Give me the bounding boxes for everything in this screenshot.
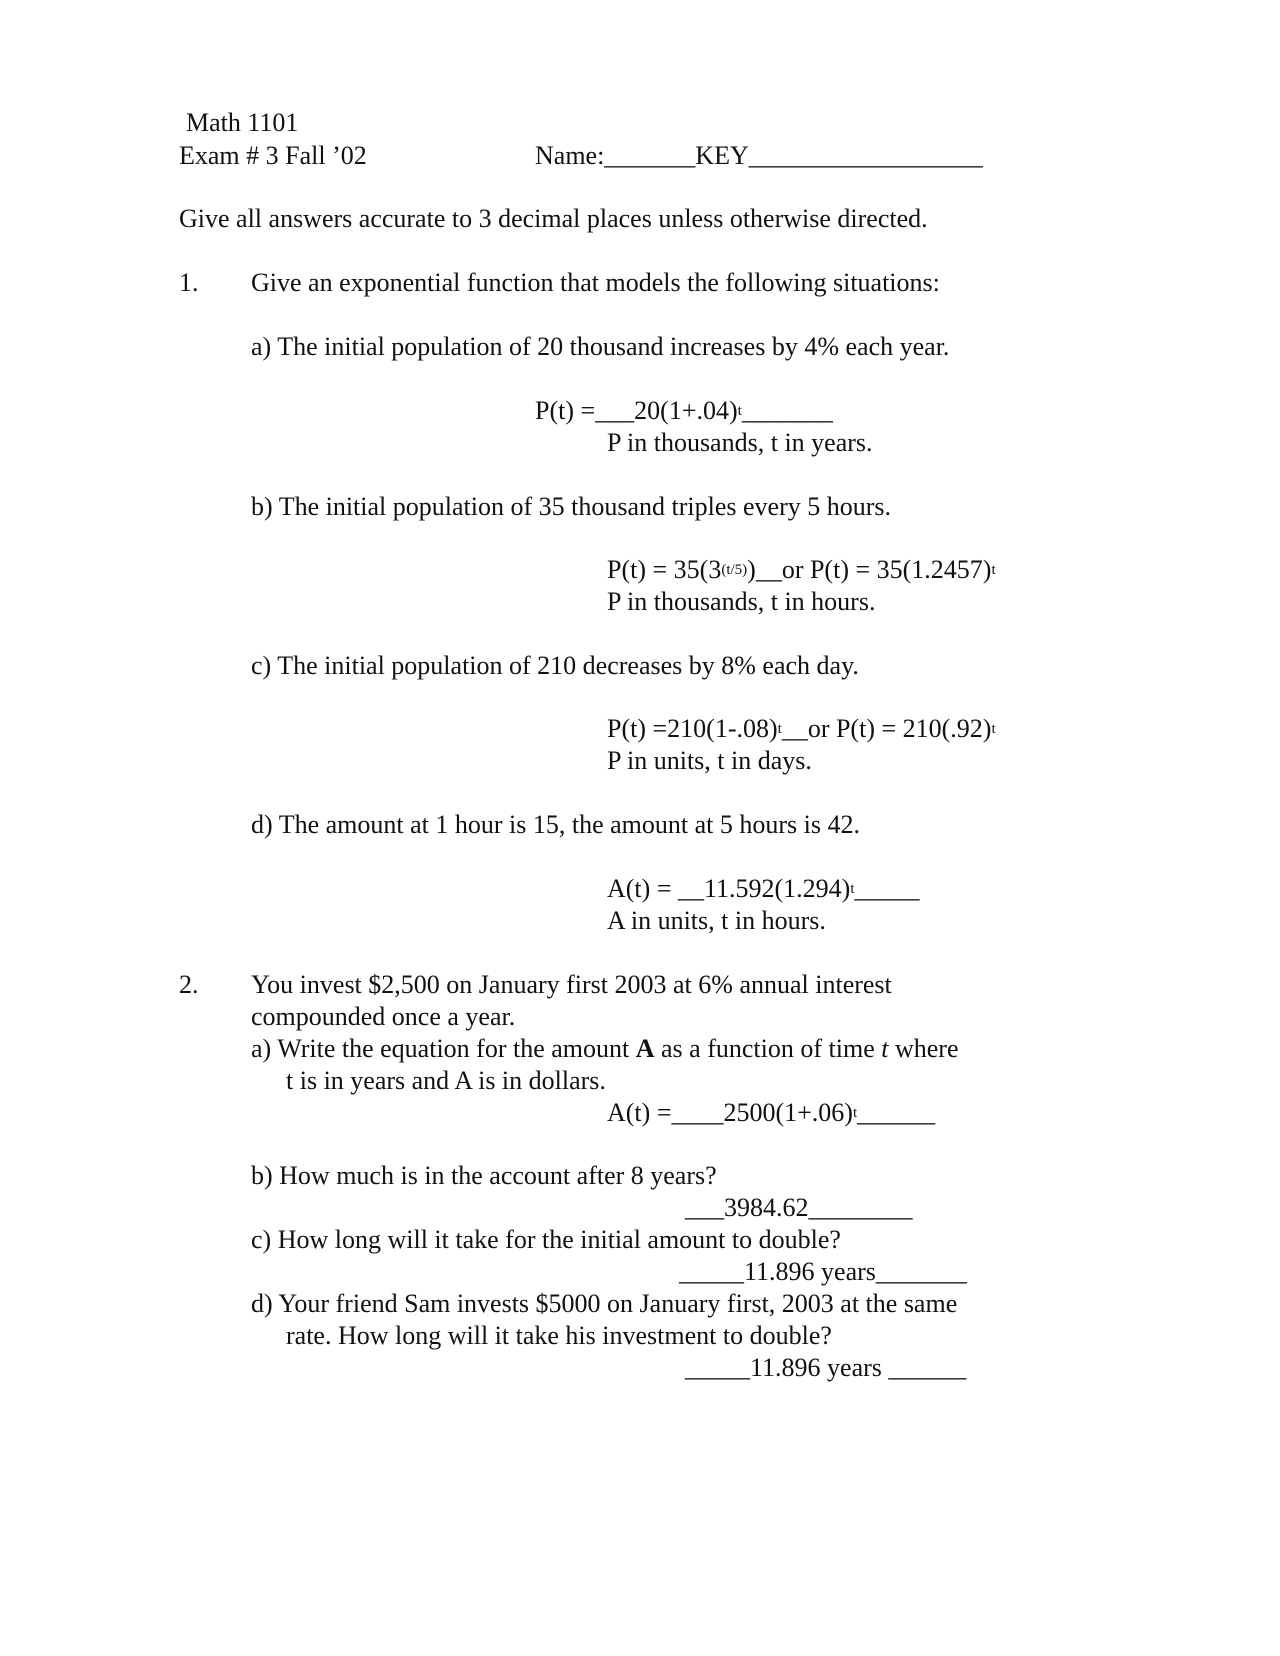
q1d-answer: $A(t) = \_\_11.592(1.294)^t\_\_\_\_\_$	[607, 874, 920, 903]
q2c-answer: _____11.896 years_______	[679, 1257, 967, 1286]
q2d-answer: _____11.896 years ______	[685, 1353, 967, 1382]
q2a-text-line1: a) Write the equation for the amount A as a function of time t where	[251, 1034, 959, 1063]
instructions: Give all answers accurate to 3 decimal places unless otherwise directed.	[179, 204, 928, 233]
q1c-text: c) The initial population of 210 decreases by 8% each day.	[251, 651, 859, 680]
q1a-units: P in thousands, t in years.	[607, 428, 873, 457]
exam-title: Exam # 3 Fall ’02	[179, 141, 367, 170]
q1a-text: a) The initial population of 20 thousand increases by 4% each year.	[251, 332, 950, 361]
q1b-answer: $P(t) = 35(3^{(t/5)})\_\_or$ $P(t) = 35(1.2457)^t$	[607, 555, 996, 584]
q1d-text: d) The amount at 1 hour is 15, the amount at 5 hours is 42.	[251, 810, 860, 839]
q2b-answer: ___3984.62________	[685, 1193, 913, 1222]
q1b-text: b) The initial population of 35 thousand triples every 5 hours.	[251, 492, 892, 521]
q1a-answer: $P(t) =\_\_\_20(1+.04)^t\_\_\_\_\_\_\_$	[535, 396, 833, 425]
q1d-units: A in units, t in hours.	[607, 906, 826, 935]
name-line: Name:_______KEY__________________	[535, 141, 983, 170]
q1c-answer: $P(t) =210(1-.08)^t\_\_or$ $P(t) = 210(.92)^t$	[607, 714, 996, 743]
q2d-text-line1: d) Your friend Sam invests $5000 on January first, 2003 at the same	[251, 1289, 958, 1318]
course-title: Math 1101	[186, 108, 299, 137]
q1b-units: P in thousands, t in hours.	[607, 587, 876, 616]
q1-number: 1.	[179, 268, 199, 297]
q2b-text: b) How much is in the account after 8 years?	[251, 1161, 717, 1190]
q2-number: 2.	[179, 970, 199, 999]
q1-prompt: Give an exponential function that models the following situations:	[251, 268, 940, 297]
q2a-text-line2: t is in years and A is in dollars.	[286, 1066, 606, 1095]
q2-prompt-line2: compounded once a year.	[251, 1002, 516, 1031]
q2-prompt-line1: You invest $2,500 on January first 2003 at 6% annual interest	[251, 970, 892, 999]
q2d-text-line2: rate. How long will it take his investment to double?	[286, 1321, 832, 1350]
q2c-text: c) How long will it take for the initial amount to double?	[251, 1225, 841, 1254]
q1c-units: P in units, t in days.	[607, 746, 812, 775]
q2a-answer: $A(t) =\_\_\_\_2500(1+.06)^t\_\_\_\_\_\_$	[607, 1098, 936, 1127]
